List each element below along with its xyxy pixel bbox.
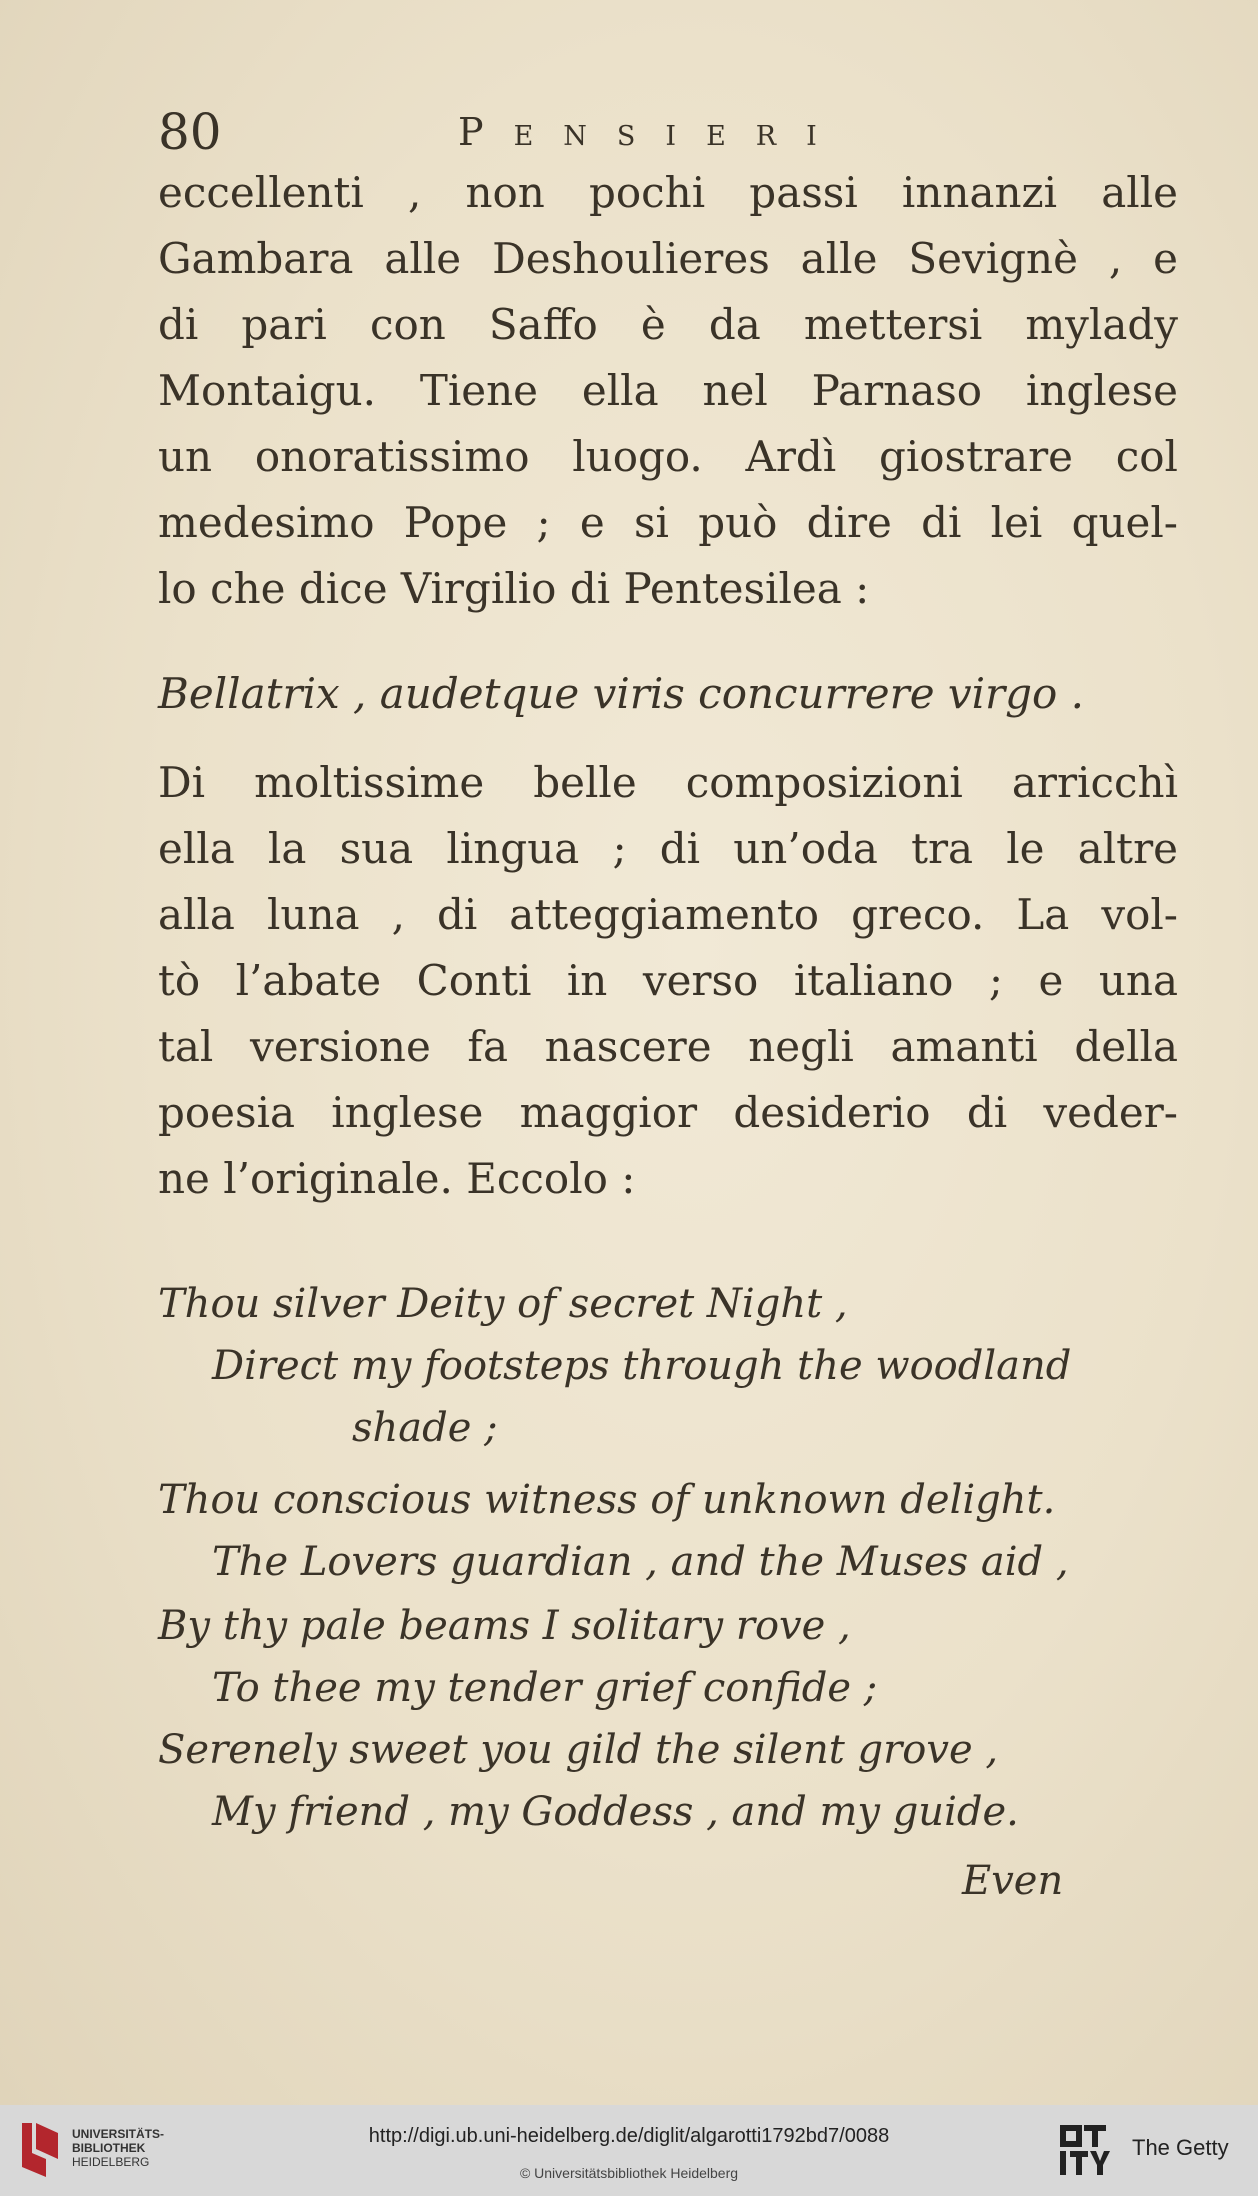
catchword: Even bbox=[962, 1858, 1064, 1904]
library-name-line: HEIDELBERG bbox=[72, 2155, 150, 2169]
running-title: Pensieri bbox=[458, 110, 847, 154]
page-header bbox=[158, 102, 1058, 162]
text-line: ne l’originale. Eccolo : bbox=[158, 1154, 636, 1203]
text-line: ella la sua lingua ; di un’oda tra le altre bbox=[158, 824, 1178, 873]
text-line: tal versione fa nascere negli amanti della bbox=[158, 1022, 1178, 1071]
text-line: poesia inglese maggior desiderio di veder- bbox=[158, 1088, 1178, 1137]
getty-logo-icon[interactable] bbox=[1058, 2123, 1110, 2179]
library-name-line: UNIVERSITÄTS- bbox=[72, 2127, 165, 2141]
paragraph-1 bbox=[158, 160, 1178, 622]
latin-quotation: Bellatrix , audetque viris concurrere virgo . bbox=[158, 669, 1085, 718]
text-line: Di moltissime belle composizioni arricchì bbox=[158, 758, 1178, 807]
text-line: Gambara alle Deshoulieres alle Sevignè , e bbox=[158, 234, 1178, 283]
text-line: alla luna , di atteggiamento greco. La vol- bbox=[158, 890, 1178, 939]
copyright-notice: © Universitätsbibliothek Heidelberg bbox=[519, 2165, 739, 2181]
footer-bar bbox=[0, 2105, 1258, 2196]
text-line: di pari con Saffo è da mettersi mylady bbox=[158, 300, 1178, 349]
poem-verse: Direct my footsteps through the woodland bbox=[212, 1343, 1072, 1389]
poem-verse: Serenely sweet you gild the silent grove , bbox=[158, 1727, 999, 1773]
poem-verse: My friend , my Goddess , and my guide. bbox=[212, 1789, 1019, 1835]
text-line: un onoratissimo luogo. Ardì giostrare col bbox=[158, 432, 1178, 481]
partner-name: The Getty bbox=[1132, 2135, 1229, 2160]
poem-verse: By thy pale beams I solitary rove , bbox=[158, 1603, 851, 1649]
text-line: eccellenti , non pochi passi innanzi alle bbox=[158, 168, 1178, 217]
poem-verse: The Lovers guardian , and the Muses aid , bbox=[212, 1539, 1069, 1585]
poem-verse: Thou conscious witness of unknown delight. bbox=[158, 1477, 1056, 1523]
text-line: medesimo Pope ; e si può dire di lei quel- bbox=[158, 498, 1178, 547]
poem-verse: shade ; bbox=[352, 1405, 498, 1451]
poem-verse: Thou silver Deity of secret Night , bbox=[158, 1281, 848, 1327]
library-name-line: BIBLIOTHEK bbox=[72, 2141, 146, 2155]
text-line: tò l’abate Conti in verso italiano ; e una bbox=[158, 956, 1178, 1005]
poem-verse: To thee my tender grief confide ; bbox=[212, 1665, 878, 1711]
paragraph-2 bbox=[158, 750, 1178, 1212]
text-line: Montaigu. Tiene ella nel Parnaso inglese bbox=[158, 366, 1178, 415]
page-number: 80 bbox=[158, 103, 222, 161]
permalink-url[interactable]: http://digi.ub.uni-heidelberg.de/diglit/algarotti1792bd7/0088 bbox=[368, 2125, 890, 2147]
text-line: lo che dice Virgilio di Pentesilea : bbox=[158, 564, 870, 613]
